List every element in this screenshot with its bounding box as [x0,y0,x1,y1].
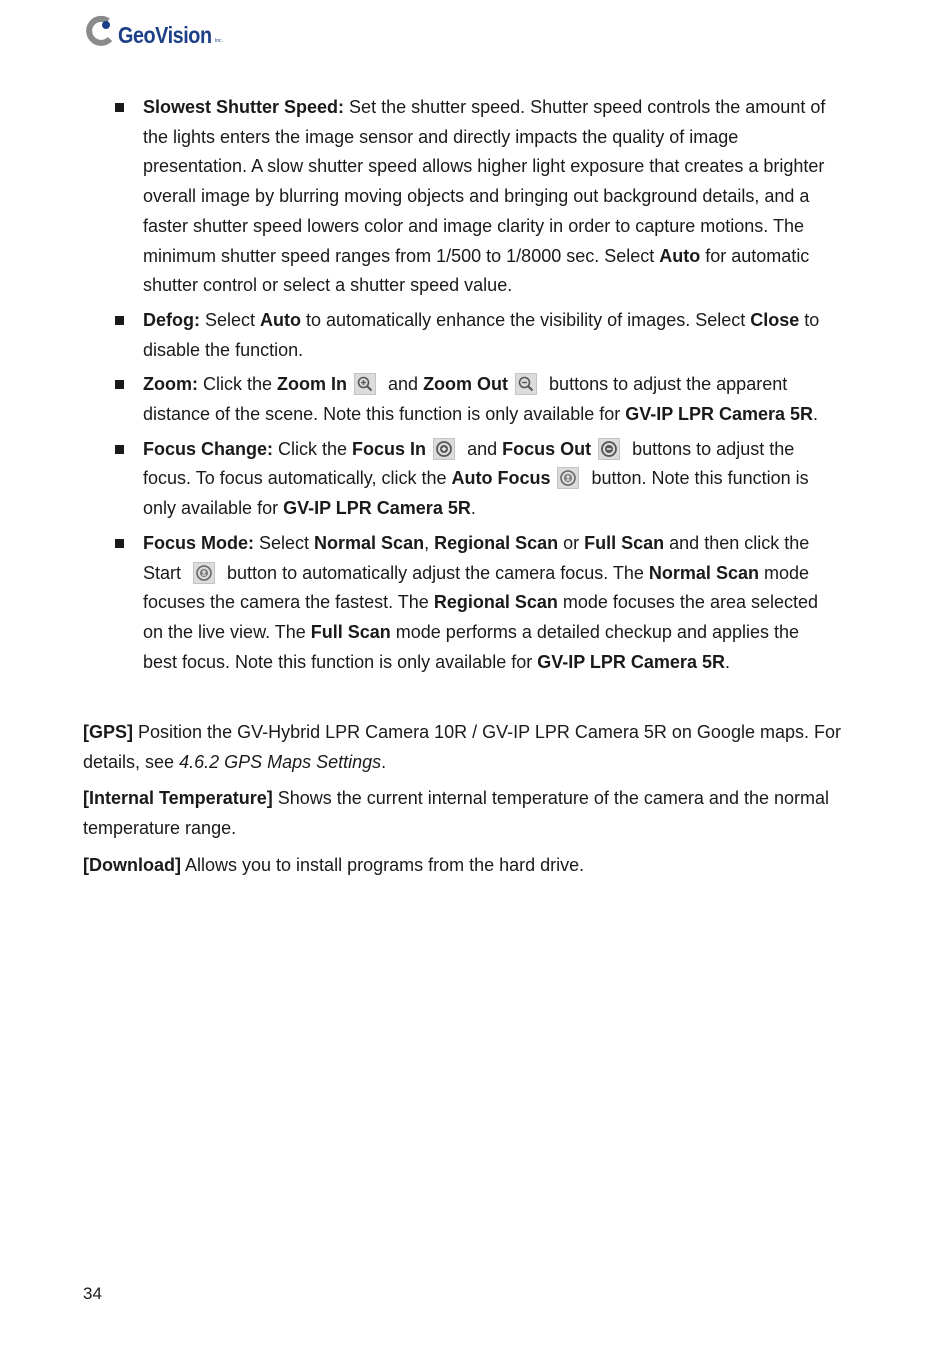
emphasis-text: Close [750,309,800,330]
zoom-in-icon [354,373,376,395]
term-defog: Defog: [143,309,200,330]
bullet-square-icon [115,380,124,389]
geovision-logo-mark-icon [86,15,116,49]
term-shutter-speed: Slowest Shutter Speed: [143,97,345,117]
emphasis-text: Full Scan [584,532,665,553]
term-internal-temperature: [Internal Temperature] [83,788,273,809]
description-text: Click the [197,374,278,395]
emphasis-text: GV-IP LPR Camera 5R [537,651,725,672]
description-text: mode focuses the area selected on the live view. The [143,592,819,642]
paragraph-download [83,851,843,881]
emphasis-text: Zoom Out [423,374,509,395]
description-text: to disable the function. [143,309,820,360]
description-text: . [381,751,387,772]
emphasis-text: Regional Scan [434,532,559,553]
term-zoom: Zoom: [143,374,198,395]
list-item-focus-change [112,435,837,524]
emphasis-text: Auto Focus [451,468,551,489]
term-download: [Download] [83,854,181,875]
description-text: . [813,404,819,425]
description-text: Allows you to install programs from the hard drive. [180,854,585,875]
list-item-defog [112,306,837,365]
focus-in-icon [433,438,455,460]
logo-text: GeoVision [118,21,212,48]
term-focus-change: Focus Change: [143,438,274,459]
description-text: Select [200,309,261,330]
description-text: buttons to adjust the apparent distance of the scene. Note this function is only available for [143,374,788,425]
description-text: and then click the Start [143,532,810,583]
emphasis-text: Full Scan [310,621,391,642]
auto-focus-icon [557,467,579,489]
description-text: Shows the current internal temperature of the camera and the normal temperature range. [83,788,829,839]
emphasis-text: Zoom In [277,374,348,395]
bullet-square-icon [115,103,124,112]
description-text: , [424,532,435,553]
focus-out-icon [598,438,620,460]
description-text: . [724,651,730,672]
description-text: Position the GV-Hybrid LPR Camera 10R / GV-IP LPR Camera 5R on Google maps. For details, see [83,722,841,772]
list-item-zoom [112,370,837,429]
emphasis-text: Auto [260,309,302,330]
description-text: mode focuses the camera the fastest. The [143,562,809,613]
description-text: and [383,374,424,395]
emphasis-text: GV-IP LPR Camera 5R [283,498,471,519]
emphasis-text: Auto [659,245,701,266]
list-item-focus-mode [112,529,837,678]
description-text: to automatically enhance the visibility of images. Select [301,309,751,330]
description-text: buttons to adjust the focus. To focus automatically, click the [143,438,795,489]
description-text: or [558,532,585,553]
description-text: button. Note this function is only available for [143,468,809,519]
description-text: mode performs a detailed checkup and applies the best focus. Note this function is only available for [143,621,800,672]
description-text: Click the [273,438,353,459]
paragraph-gps [83,718,843,777]
list-item-shutter-speed [112,93,837,301]
geovision-logo [86,12,223,52]
start-focus-icon [193,562,215,584]
description-text: Set the shutter speed. Shutter speed controls the amount of the lights enters the image sensor and directly impacts the quality of image presentation. A slow shutter speed allows higher light exposure that creates a brighter overall image by blurring moving objects and bringing out background details, and a faster shutter speed lowers color and image clarity in order to capture motions. The minimum shutter speed ranges from 1/500 to 1/8000 sec. Select [143,97,826,266]
description-text: . [470,498,476,519]
term-focus-mode: Focus Mode: [143,532,254,553]
paragraph-internal-temperature [83,784,843,843]
section-reference: 4.6.2 GPS Maps Settings [179,751,382,772]
emphasis-text: Normal Scan [648,562,759,583]
bullet-square-icon [115,445,124,454]
emphasis-text: GV-IP LPR Camera 5R [625,404,814,425]
zoom-out-icon [515,373,537,395]
description-text: for automatic shutter control or select a shutter speed value. [143,245,810,296]
emphasis-text: Regional Scan [433,592,558,613]
emphasis-text: Focus In [352,438,427,459]
emphasis-text: Focus Out [502,438,592,459]
description-text: button to automatically adjust the camera focus. The [222,562,649,583]
description-text: and [462,438,503,459]
description-text: Select [254,532,315,553]
page-number: 34 [83,1284,102,1303]
bullet-square-icon [115,539,124,548]
logo-trademark: Inc. [214,38,223,44]
section-paragraphs [83,718,843,888]
bullet-square-icon [115,316,124,325]
emphasis-text: Normal Scan [314,532,425,553]
settings-list [112,93,837,682]
term-gps: [GPS] [83,722,134,742]
